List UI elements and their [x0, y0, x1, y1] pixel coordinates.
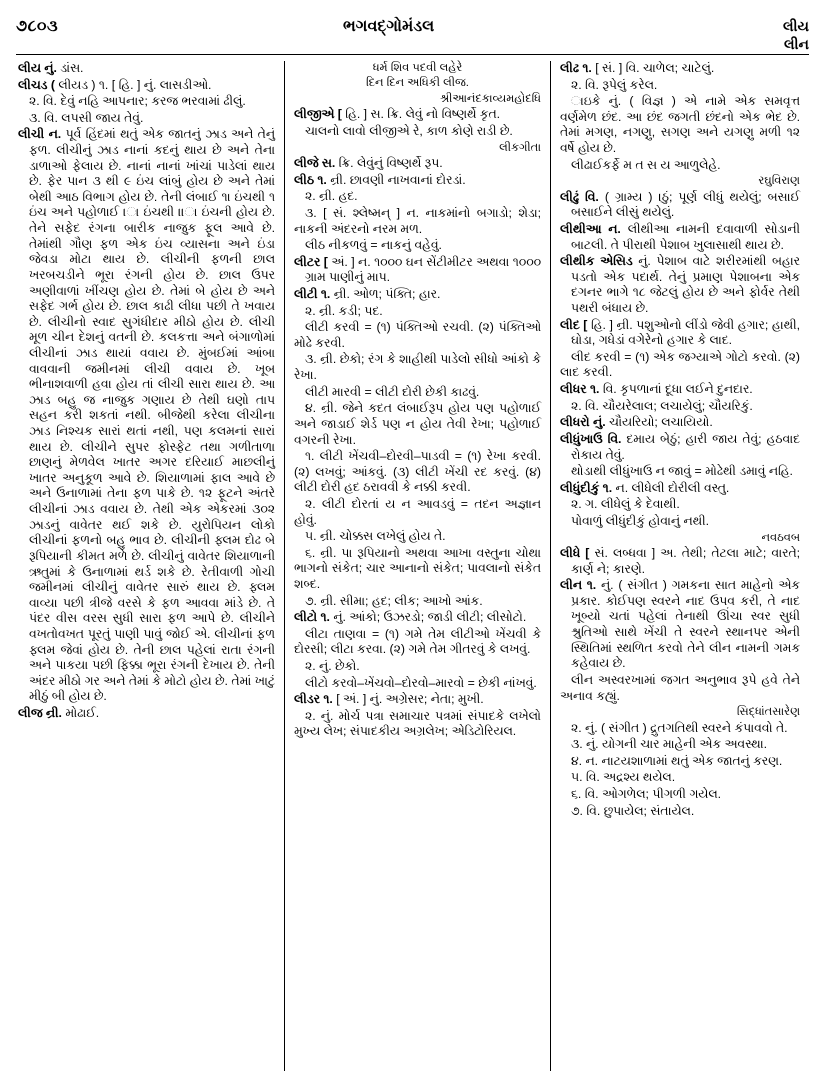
- headword: લીદ [: [560, 317, 588, 332]
- quotation-line: ધર્મ શિવ પદવી લહેરે: [372, 62, 463, 74]
- entry-sense: ૫. વિ. અદ્રશ્ય થયેલ.: [571, 770, 676, 785]
- entry-sense: ૫. ન્રી. ચોક્કસ લખેલું હોય તે.: [305, 529, 446, 544]
- headword: લીજે સ.: [294, 156, 336, 171]
- dictionary-entry: લીઢું વિ. ( ગ્રામ્ય ) ।ઠું; પૂર્ણ લીધું થયેલું; બસાઈ બસાઈને લીસું થયેલું.: [560, 189, 800, 220]
- entry-sense: પોવાળું લીધુંદીકું હોવાનું નથી.: [571, 513, 710, 528]
- entry-sense: ાઇકે નું. ( વિજ્ઞ ) એ નામે એક સમવૃત્ત વર્ણમેળ છંદ. આ છંદ જગતી છંદનો એક ભેદ છે. તેમાં મગણ, નગણુ, સગણ અને યગણુ મળી ૧૨ વર્ષે હોય છે.: [560, 94, 800, 156]
- entry-sense: ૨. નું. મોર્ચ પત્રા સમાચાર પત્રમાં સંપાદકે લખેલો મુખ્ય લેખ; સંપાદકીય અગ્રલેખ; એડિટોરિયલ.: [294, 708, 541, 739]
- dictionary-entry: લીન ૧. નું. ( સંગીત ) ગમકના સાત માહેનો એક પ્રકાર. કોઈપણ સ્વરને નાદ ઉપવ કરી, તે નાદ ખૂબ્યો ચતાં પહેલાં તેનાથી ઊંચા સ્વર સુધી શ્રુતિઓ સાથે ખેંચી તે સ્વરને સ્થાનપર એની સ્થિતિમાં સ્થળિત કરવો તેને લીન નામની ગમક કહેવાય છે.: [560, 578, 800, 671]
- dictionary-entry: લીચડ ( લીયડ ) ૧. [ હિ. ] નું. લાસડીઓ.: [18, 77, 212, 92]
- dictionary-entry: લીજ ન્રી. મોઢાઈ.: [18, 705, 100, 720]
- entry-sense: ૩. ન્રી. છેકો; રંગ કે શાહીથી પાડેલો સીધો આંકો કે રેખા.: [294, 352, 541, 383]
- headword: લીય નું.: [18, 61, 57, 75]
- headword: લીજીએ [: [294, 107, 342, 122]
- dictionary-entry: લીય નું. ડાંસ.: [18, 61, 84, 75]
- headword: લીધરો નું.: [560, 415, 606, 430]
- entry-sense: ૪. ન્રી. જેને કદત લંબાઈરૂપ હોય પણ પહોળાઈ અને જાડાઈ શેર્ડ પણ ન હોય તેવી રેખા; પહોળાઈ વગરની રેખા.: [294, 401, 541, 447]
- header-rule: [16, 54, 809, 55]
- dictionary-entry: લીટી ૧. ન્રી. ઓળ; પંક્તિ; હાર.: [294, 287, 441, 302]
- page-header: [16, 18, 809, 52]
- source-attribution: સિદ્ધાંતસારેણ: [736, 706, 800, 719]
- entry-sense: ૨. ગ. લીધેલું કે દેવાથી.: [571, 497, 680, 512]
- headword: લીધે [: [560, 546, 590, 561]
- entry-sense: લીટી મારવી = લીટી દોરી છેકી કાઢવું.: [305, 384, 480, 399]
- entry-sense: ૨. નું. ( સંગીત ) દ્રુતગતિથી સ્વરને કંપાવવો તે.: [571, 720, 788, 735]
- source-attribution: શ્રીઆનંદકાવ્યમહોદધિ: [439, 92, 541, 105]
- dictionary-entry: લીઠ ૧. ન્રી. છાવણી નાખવાનાં દોરડાં.: [294, 172, 466, 187]
- dictionary-entry: લીધે [ સં. લબ્ધવા ] અ. તેથી; તેટલા માટે; વારતે; કાર્ણ ને; કારણે.: [560, 546, 801, 576]
- headword: લીચડ (: [18, 77, 55, 92]
- entry-sense: ૩. [ સં. શ્લેષ્મન્ ] ન. નાકમાંનો બગાડો; શેડા; નાકની અંદરનો નરમ મળ.: [294, 205, 541, 236]
- headword: લીઢું વિ.: [560, 189, 599, 204]
- entry-sense: ૭. ન્રી. સીમા; હદ; લીક; આખો આંક.: [305, 593, 483, 608]
- headword: લીટો ૧.: [294, 610, 330, 625]
- column-2: [284, 61, 550, 1071]
- headword: લીઢ ૧.: [560, 61, 592, 75]
- entry-sense: લીઠ નીકળવું = નાકનું વહેવું.: [305, 238, 442, 253]
- entry-sense: લીઢાઈકર્ફે મ ત સ ય આળુલેહે.: [571, 157, 721, 172]
- headword: લીથીક એસિડ: [560, 254, 633, 269]
- headword: લીટી ૧.: [294, 287, 331, 302]
- dictionary-entry: લીથીઆ ન. લીથીઆ નામની દવાવાળી સોડાની બાટલી. તે પીરાથી પેશાબ ખુલાસાથી થાય છે.: [560, 221, 800, 252]
- source-attribution: લીકગીતા: [499, 141, 541, 154]
- entry-sense: ૨. લીટી દોરતાં ય ન આવડવું = તદન અજ્ઞાન હોવું.: [294, 496, 541, 527]
- entry-sense: ૬. ન્રી. પા રૂપિયાનો અથવા આખા વસ્તુના ચોથા ભાગનો સંકેત; ચાર આનાનો સંકેત; પાવલાનો સંકેત શબ્દ.: [294, 545, 541, 591]
- running-head-line-1: લીય: [782, 18, 809, 34]
- dictionary-entry: લીજીએ [ હિ. ] સ. ક્રિ. લેવું નો વિષ્ણર્થે કૃત.: [294, 107, 501, 122]
- entry-sense: ૨. વિ. દેવું નહિ આપનાર; કરજ ભરવામાં ઢીલું.: [29, 94, 246, 109]
- entry-sense: ૩. નું. યોગની ચાર માહેની એક અવસ્થા.: [571, 737, 768, 752]
- entry-sense: ૨. ન્રી. હદ.: [305, 189, 358, 204]
- dictionary-entry: લીદ [ હિ. ] ન્રી. પશુઓનો લીંડો જેવી હગાર; હાથી, ઘોડા, ગધેડાં વગેરેનો હગાર કે લાદ.: [560, 317, 801, 348]
- dictionary-entry: લીધરો નું. ચૌયરિયો; લચાયિયો.: [560, 415, 713, 430]
- book-title: ભગવદ્ગોમંડલ: [342, 18, 435, 35]
- entry-sense: લીન અસ્વરખામાં જગત અનુભાવ રૂપે હવે તેને અનાવ કહ્યું.: [560, 672, 800, 703]
- dictionary-entry: લીધુંખાઉ વિ. દમાય બેઠું; હારી જાય તેવું; હઠવાદ રોકાય તેવું.: [560, 431, 800, 462]
- dictionary-entry: લીચી ન. પૂર્વ હિંદમાં થતું એક જાતનું ઝાડ અને તેનું ફળ. લીચીનું ઝાડ નાનાં કદનું થાય છે અને તેના ડાળાઓ ફેલાય છે. નાનાં નાનાં ખાંચાં પાડેલાં થાય છે. ફેર પાન ૩ થી ૯ ઇંચ લાંબું હોય છે અને તેમાં બેથી આઠ વિભાગ હોય છે. તેની લંબાઈ ૧ા ઇંચથી ૧ ઇંચ અને પહોળાઈ ।ા ઇંચથી ॥ા ઇંચની હોય છે. તેને સફેદ રંગના બારીક નાજુક ફૂલ આવે છે. તેમાંથી ગૌણ ફળ એક ઇંચ વ્યાસના અને ઇંડા જેવડા મોટા થાય છે. લીચીની ફળની છાલ ખરબચડીને ભૂરા રંગની હોય છે. છાલ ઉપર અણીવાળાં ખીંચણ હોય છે. તેમાં બે હોય છે અને સફેદ ગર્ભ હોય છે. છાલ કાઢી લીધા પછી તે ખવાય છે. લીચીનો સ્વાદ સુગંધીદાર મીઠો હોય છે. લીચી મૂળ ચીન દેશનું વતની છે. કલકત્તા અને બંગાળોમાં લીચીનાં ઝાડ થાયાં વવાય છે. મુંબઈમાં આંબા વાવવાની જમીનમાં લીચી વવાય છે. ખૂબ ભીનાશવાળી હવા હોય તાં લીચી સારા થાય છે. આ ઝાડ બહુ જ નાજુક ગણાય છે તેથી ઘણો તાપ સહન કરી શકતાં નથી. બીજેથી કરેલા લીચીના ઝાડ નિશ્ચક સારાં થતાં નથી, પણ કલમનાં સારાં થાય છે. લીચીને સુપર ફોસ્ફેટ તથા ગળીતાળા છાણનું મેળવેલ ખાતર અગર દરિયાઈ માછલીનું ખાતર અનુકૂળ આવે છે. શિયાળામાં ફાલ આવે છે અને ઉનાળામાં તેના ફળ પાકે છે. ૧૨ ફૂટને અંતરે લીચીનાં ઝાડ વવાય છે. તેથી એક એકરમાં ૩૦૨ ઝાડનું વાવેતર થઈ શકે છે. યુરોપિયન લોકો લીચીનાં ફળનો બહુ ભાવ છે. લીચીની ફ્લમ દોઢ બે રૂપિયાની કીમત મળે છે. લીચીનું વાવેતર શિયાળાની ઋતુમાં કે ઉનાળામાં થર્ડ શકે છે. રેતીવાળી ગોચી જમીનમાં લીચીનું વાવેતર સારું થાય છે. ફ્લમ વાવ્યા પછી ત્રીજે વરસે કે ફળ આવવા માંડે છે. તે પંદર વીસ વરસ સુધી સારા ફળ આપે છે. લીચીને વખતોવખત પૂરતું પાણી પાવું જોઈ એ. લીચીનાં ફળ ફ્લમ જેવાં હોય છે. તેની છાલ પહેલાં રાતા રંગની અને પાકયા પછી ફિક્કા ભૂરા રંગની દેખાય છે. તેની અંદર મીઠો ગર અને તેમાં કે મોટો હોય છે. તેમાં ખાટું મીઠું બી હોય છે.: [18, 127, 275, 704]
- running-head-line-2: લીન: [783, 35, 809, 52]
- entry-sense: લીટા તાણવા = (૧) ગમે તેમ લીટીઓ ખેંચવી કે દોરસી; લીટા કરવા. (૨) ગમે તેમ ગીતરવું કે લખવું.: [294, 626, 541, 657]
- headword: લીઠ ૧.: [294, 172, 327, 187]
- entry-sense: ૪. ન. નાટયશાળામાં થતું એક જાતનું કરણ.: [571, 753, 783, 768]
- headword: લીડર ૧.: [294, 692, 333, 707]
- headword: લીધર ૧.: [560, 382, 600, 397]
- dictionary-entry: લીધર ૧. વિ. કૃપળાનાં દૂધા લઈને દુનદાર.: [560, 382, 753, 397]
- entry-sense: લીદ કરવી = (૧) એક જગ્યાએ ગોટો કરવો. (૨) લાદ કરવી.: [560, 349, 800, 380]
- dictionary-entry: લીટર [ અં. ] ન. ૧૦૦૦ ઘન સેંટીમીટર અથવા ૧૦૦૦ ગ્રામ પાણીનું માપ.: [294, 254, 541, 285]
- entry-sense: લીટી કરવી = (૧) પંક્તિઓ રચવી. (૨) પંક્તિઓ મોઢે કરવી.: [294, 320, 541, 350]
- dictionary-entry: લીડર ૧. [ અં. ] નું. અગ્રેસર; નેતા; મુખી.: [294, 692, 484, 707]
- entry-sense: ૬. વિ. ઓગળેલ; પીગળી ગયેલ.: [571, 787, 722, 802]
- entry-sense: થોડાથી લીધુંખાઉ ન જાવું = મોઢેથી ડમાવું નહિ.: [571, 464, 793, 479]
- entry-sense: ૨. વિ. રૂપેલું કરેલ.: [571, 77, 658, 92]
- entry-sense: ૧. લીટી ખેંચવી–દોરવી–પાડવી = (૧) રેખા કરવી. (૨) લખવું; આંકવું. (૩) લીટી ખેંચી રદ કરવું. (૪) લીટી દોરી હદ ઠરાવવી કે નક્કી કરવી.: [294, 449, 541, 495]
- entry-sense: ૭. વિ. છુપાયેલ; સંતાયેલ.: [571, 803, 695, 818]
- headword: લીજ ન્રી.: [18, 705, 62, 720]
- entry-sense: ચાલનો લાવો લીજીએ રે, કાળ કોણે રાડી છે.: [305, 124, 513, 139]
- source-attribution: નવઠવબ: [761, 531, 800, 544]
- running-head: [719, 18, 809, 53]
- dictionary-entry: લીથીક એસિડ નું. પેશાબ વાટે શરીરમાંથી બહાર પડતો એક પદાર્થ. તેનું પ્રમાણ પેશાબના એક દગનર ભાગે ૧૮ જેટલું હોય છે અને ફોર્વર તેથી પથરી બંધાય છે.: [560, 254, 800, 316]
- entry-sense: ૨. ન્રી. કડી; પદ.: [305, 303, 383, 318]
- headword: લીટર [: [294, 254, 328, 269]
- headword: લીધુંખાઉ વિ.: [560, 431, 622, 446]
- column-3: [550, 61, 809, 1071]
- quotation-line: દિન દિન અધિકી લીજ.: [366, 77, 469, 90]
- entry-sense: ૩. વિ. લપસી જાય તેવું.: [29, 110, 144, 125]
- headword: લીધુંદીકું ૧.: [560, 480, 613, 495]
- dictionary-entry: લીધુંદીકું ૧. ન. લીધેલી દોરીલી વસ્તુ.: [560, 480, 730, 495]
- dictionary-entry: લીજે સ. ક્રિ. લેવુંનું વિષ્ણર્થે રૂપ.: [294, 156, 443, 171]
- source-attribution: રઘુવિરાણ: [758, 175, 800, 188]
- headword: લીથીઆ ન.: [560, 221, 621, 236]
- dictionary-entry: લીઢ ૧. [ સં. ] વિ. ચાળેલ; ચાટેલું.: [560, 61, 715, 75]
- headword: લીચી ન.: [18, 127, 62, 142]
- entry-sense: ૨. વિ. ચૌયરેલાલ; લચાયેલું; ચૌયરિકું.: [571, 398, 753, 413]
- page-number: ૭૮૦૩: [16, 18, 59, 35]
- dictionary-entry: લીટો ૧. નું. આંકો; ઉઝરડો; જાડી લીટી; લીસોટો.: [294, 610, 527, 625]
- entry-sense: ૨. નું. છેકો.: [305, 659, 360, 674]
- column-1: [16, 61, 284, 1071]
- headword: લીન ૧.: [560, 578, 597, 593]
- entry-sense: લીટો કરવો–ખેંચવો–દોરવો–મારવો = છેકી નાંખવું.: [305, 675, 537, 690]
- text-columns: [16, 61, 809, 1071]
